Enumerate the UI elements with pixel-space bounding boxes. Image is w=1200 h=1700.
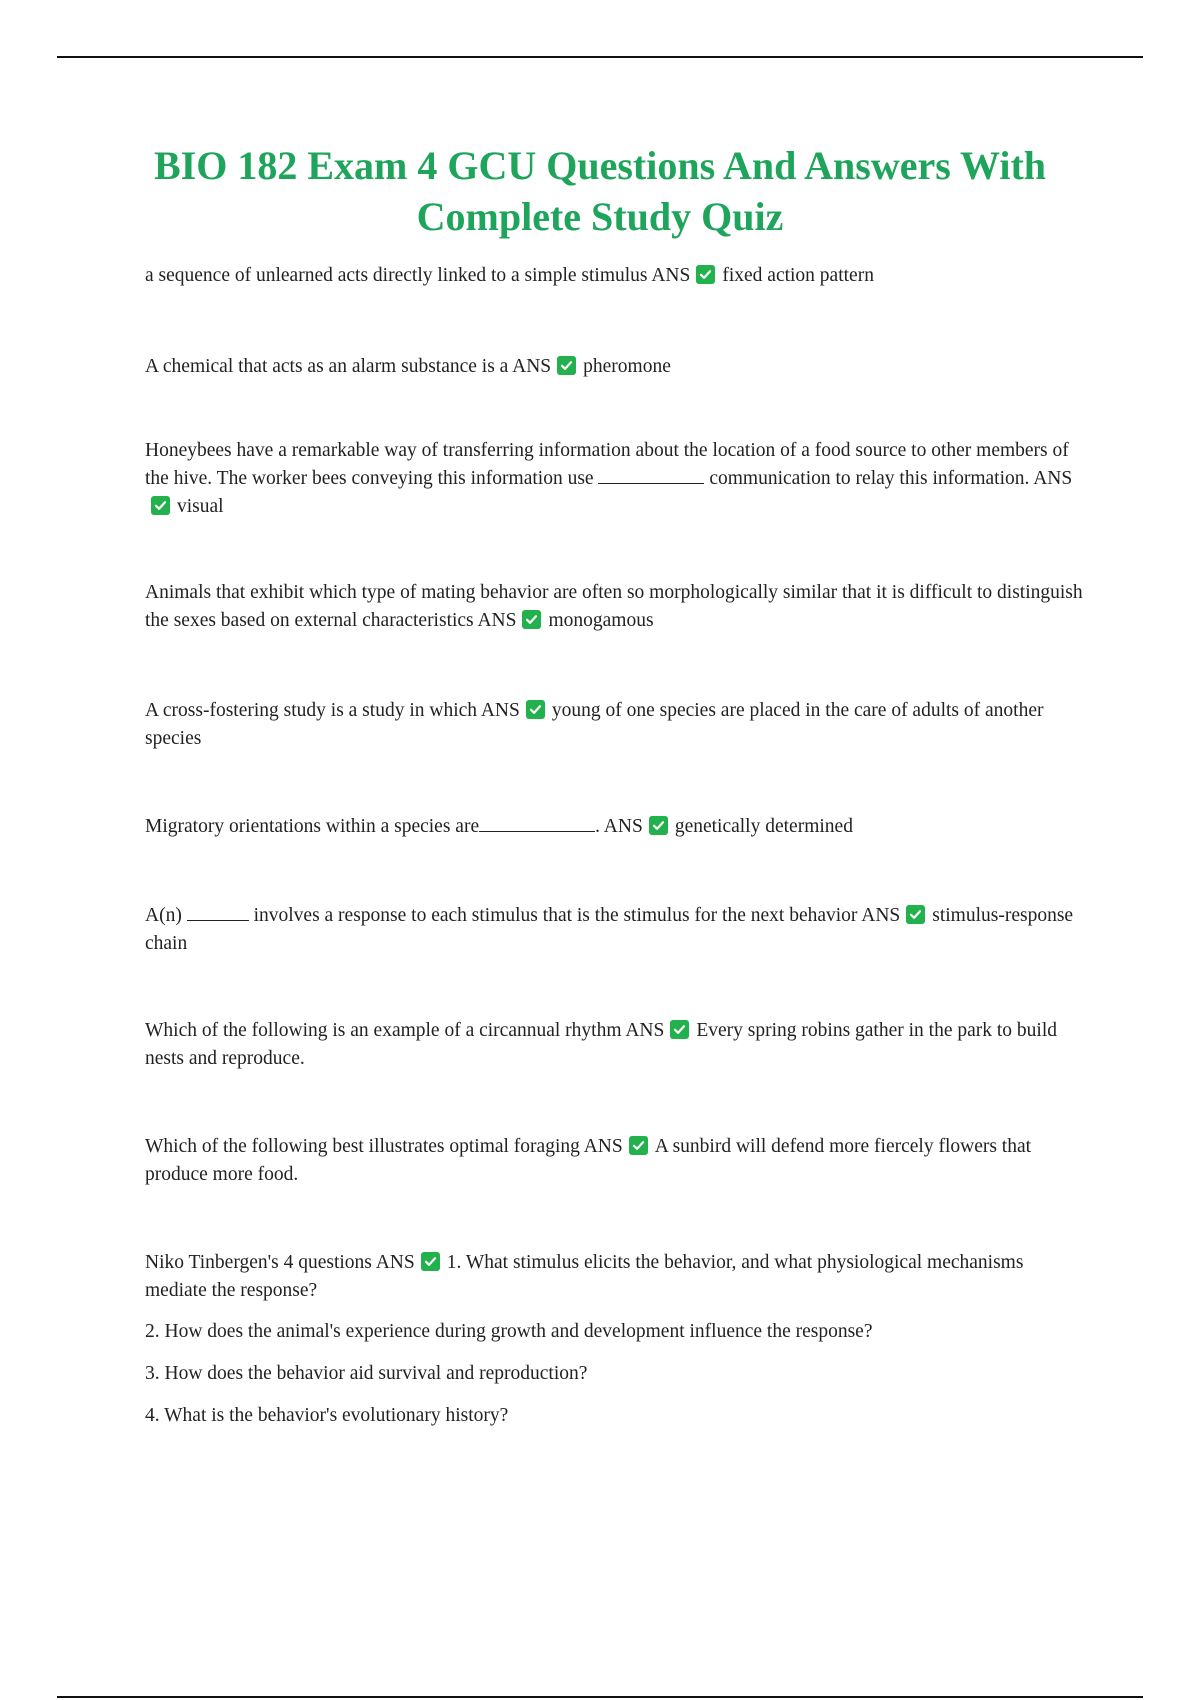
qa-item <box>145 1017 1085 1073</box>
answer-text: young of one species are placed in the care of adults of another species <box>145 700 1044 749</box>
question-text: Migratory orientations within a species are <box>145 816 480 837</box>
question-text: A cross-fostering study is a study in which <box>145 700 478 721</box>
green-checkbox-icon <box>906 905 925 924</box>
question-text: A chemical that acts as an alarm substance is a <box>145 356 509 377</box>
answer-marker: ANS <box>375 1252 415 1273</box>
document-title: BIO 182 Exam 4 GCU Questions And Answers With Complete Study Quiz <box>153 143 1047 239</box>
answer-continuation-line: 4. What is the behavior's evolutionary history? <box>145 1405 509 1426</box>
green-checkbox-icon <box>522 610 541 629</box>
fill-in-blank <box>479 813 595 832</box>
answer-text: monogamous <box>548 610 654 631</box>
question-text: . <box>595 816 600 837</box>
question-text: communication to relay this information. <box>709 468 1030 489</box>
qa-item <box>145 1249 1085 1305</box>
question-text: Which of the following is an example of a circannual rhythm <box>145 1020 622 1041</box>
qa-item <box>145 353 1085 381</box>
answer-text: 1. What stimulus elicits the behavior, and what physiological mechanisms mediate the response? <box>145 1252 1024 1301</box>
answer-marker: ANS <box>480 700 520 721</box>
qa-item <box>145 697 1085 753</box>
qa-item <box>145 1133 1085 1189</box>
answer-text: fixed action pattern <box>722 265 874 286</box>
fill-in-blank <box>598 465 704 484</box>
answer-text: pheromone <box>583 356 671 377</box>
green-checkbox-icon <box>629 1136 648 1155</box>
answer-marker: ANS <box>603 816 643 837</box>
answer-marker: ANS <box>477 610 517 631</box>
fill-in-blank <box>187 902 249 921</box>
answer-text: A sunbird will defend more fiercely flowers that produce more food. <box>145 1136 1032 1185</box>
answer-marker: ANS <box>1033 468 1073 489</box>
green-checkbox-icon <box>696 265 715 284</box>
top-rule <box>57 56 1143 58</box>
answer-text: visual <box>177 496 224 517</box>
question-text: involves a response to each stimulus that is the stimulus for the next behavior <box>253 905 858 926</box>
qa-item <box>145 437 1085 521</box>
answer-marker: ANS <box>512 356 552 377</box>
answer-text: stimulus-response chain <box>145 905 1074 954</box>
answer-marker: ANS <box>625 1020 665 1041</box>
question-text: a sequence of unlearned acts directly linked to a simple stimulus <box>145 265 648 286</box>
question-text: Honeybees have a remarkable way of transferring information about the location of a food source to other members of the hive. The worker bees conveying this information use <box>145 440 1069 489</box>
green-checkbox-icon <box>421 1252 440 1271</box>
green-checkbox-icon <box>526 700 545 719</box>
answer-text: Every spring robins gather in the park to build nests and reproduce. <box>145 1020 1058 1069</box>
green-checkbox-icon <box>670 1020 689 1039</box>
question-text: Animals that exhibit which type of mating behavior are often so morphologically similar that it is difficult to distinguish the sexes based on external characteristics <box>145 582 1083 631</box>
qa-item <box>145 813 1085 841</box>
answer-marker: ANS <box>583 1136 623 1157</box>
green-checkbox-icon <box>151 496 170 515</box>
answer-continuation-line: 2. How does the animal's experience during growth and development influence the response? <box>145 1321 873 1342</box>
question-text: Which of the following best illustrates optimal foraging <box>145 1136 580 1157</box>
question-text: A(n) <box>145 905 182 926</box>
qa-item <box>145 262 1085 290</box>
qa-item <box>145 579 1085 635</box>
answer-continuation-line: 3. How does the behavior aid survival and reproduction? <box>145 1363 588 1384</box>
bottom-rule <box>57 1696 1143 1698</box>
green-checkbox-icon <box>649 816 668 835</box>
qa-item <box>145 902 1085 958</box>
question-text: Niko Tinbergen's 4 questions <box>145 1252 372 1273</box>
answer-text: genetically determined <box>674 816 853 837</box>
answer-marker: ANS <box>861 905 901 926</box>
answer-marker: ANS <box>651 265 691 286</box>
green-checkbox-icon <box>557 356 576 375</box>
